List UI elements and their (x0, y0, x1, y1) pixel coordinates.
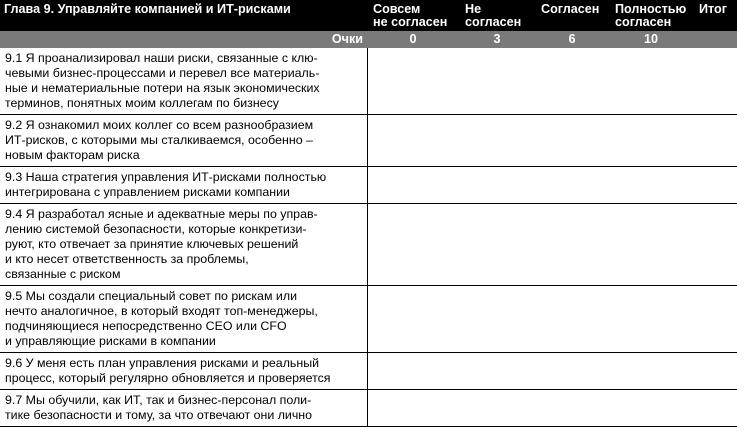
statement-text (0, 353, 367, 390)
answer-cell[interactable] (459, 390, 535, 427)
answer-cell[interactable] (535, 353, 609, 390)
column-header-strongly-agree (609, 0, 693, 31)
statement-line: руют, кто отвечает за принятие ключевых решений (5, 237, 299, 251)
statement-line: и кто несет ответственность за проблемы, (5, 252, 249, 266)
statement-line: терминов, понятных моим коллегам по бизнесу (5, 96, 279, 110)
statement-text (0, 390, 367, 427)
statement-line: 9.7 Мы обучили, как ИТ, так и бизнес-персонал поли- (5, 393, 312, 407)
column-header-line: Не (465, 2, 482, 16)
statement-row (0, 286, 737, 353)
column-header-line: Итог (699, 2, 727, 16)
points-label: Очки (0, 31, 367, 48)
answer-cell[interactable] (609, 48, 693, 115)
answer-cell[interactable] (609, 167, 693, 204)
statement-list (0, 48, 737, 427)
answer-cell[interactable] (367, 48, 459, 115)
answer-cell[interactable] (693, 353, 737, 390)
statement-line: нечто аналогичное, в который входят топ-менеджеры, (5, 304, 318, 318)
statement-row (0, 204, 737, 286)
answer-cell[interactable] (367, 204, 459, 286)
answer-cell[interactable] (693, 167, 737, 204)
answer-cell[interactable] (609, 115, 693, 167)
statement-text (0, 115, 367, 167)
column-header-total (693, 0, 737, 31)
answer-cell[interactable] (535, 204, 609, 286)
answer-cell[interactable] (535, 48, 609, 115)
column-header-line: Согласен (541, 2, 600, 16)
points-value (693, 31, 737, 48)
answer-cell[interactable] (459, 204, 535, 286)
chapter-title: Глава 9. Управляйте компанией и ИТ-рисками (0, 0, 367, 31)
statement-text (0, 286, 367, 353)
answer-cell[interactable] (535, 390, 609, 427)
statement-line: ные и нематериальные потери на язык экономических (5, 81, 320, 95)
answer-cell[interactable] (459, 167, 535, 204)
statement-line: 9.1 Я проанализировал наши риски, связанные с клю- (5, 51, 318, 65)
answer-cell[interactable] (693, 204, 737, 286)
statement-line: процесс, который регулярно обновляется и проверяется (5, 371, 331, 385)
answer-cell[interactable] (459, 48, 535, 115)
answer-cell[interactable] (609, 204, 693, 286)
statement-text (0, 167, 367, 204)
statement-line: связанные с риском (5, 267, 121, 281)
answer-cell[interactable] (609, 286, 693, 353)
statement-line: 9.4 Я разработал ясные и адекватные меры по управ- (5, 207, 318, 221)
answer-cell[interactable] (367, 353, 459, 390)
statement-line: подчиняющиеся непосредственно CEO или CFO (5, 319, 287, 333)
answer-cell[interactable] (693, 286, 737, 353)
header-row (0, 0, 737, 31)
statement-line: новым факторам риска (5, 148, 140, 162)
column-header-line: не согласен (373, 15, 448, 29)
answer-cell[interactable] (693, 115, 737, 167)
statement-line: 9.2 Я ознакомил моих коллег со всем разнообразием (5, 118, 314, 132)
answer-cell[interactable] (535, 286, 609, 353)
column-header-disagree (459, 0, 535, 31)
statement-text (0, 204, 367, 286)
statement-line: 9.5 Мы создали специальный совет по рискам или (5, 289, 297, 303)
statement-line: интегрирована с управлением рисками компании (5, 185, 290, 199)
column-header-line: Совсем (373, 2, 421, 16)
answer-cell[interactable] (609, 353, 693, 390)
column-header-line: Полностью (615, 2, 687, 16)
statement-line: и управляющие рисками в компании (5, 334, 216, 348)
statement-line: тике безопасности и тому, за что отвечают они лично (5, 408, 313, 422)
statement-line: чевыми бизнес-процессами и перевел все материаль- (5, 66, 320, 80)
answer-cell[interactable] (459, 115, 535, 167)
answer-cell[interactable] (367, 286, 459, 353)
statement-line: лению системой безопасности, которые конкретизи- (5, 222, 307, 236)
answer-cell[interactable] (459, 286, 535, 353)
statement-row (0, 390, 737, 427)
column-header-line: согласен (465, 15, 522, 29)
statement-row (0, 48, 737, 115)
points-value: 10 (609, 31, 693, 48)
points-value: 3 (459, 31, 535, 48)
points-value: 0 (367, 31, 459, 48)
statement-text (0, 48, 367, 115)
statement-row (0, 167, 737, 204)
column-header-agree (535, 0, 609, 31)
statement-line: 9.3 Наша стратегия управления ИТ-рисками полностью (5, 170, 327, 184)
answer-cell[interactable] (459, 353, 535, 390)
statement-line: 9.6 У меня есть план управления рисками и реальный (5, 356, 320, 370)
answer-cell[interactable] (535, 167, 609, 204)
statement-row (0, 115, 737, 167)
answer-cell[interactable] (367, 115, 459, 167)
answer-cell[interactable] (693, 48, 737, 115)
answer-cell[interactable] (367, 167, 459, 204)
statement-line: ИТ-рисков, с которыми мы сталкиваемся, особенно – (5, 133, 313, 147)
points-row (0, 31, 737, 48)
answer-cell[interactable] (535, 115, 609, 167)
answer-cell[interactable] (609, 390, 693, 427)
column-header-strongly-disagree (367, 0, 459, 31)
points-value: 6 (535, 31, 609, 48)
statement-row (0, 353, 737, 390)
answer-cell[interactable] (367, 390, 459, 427)
column-header-line: согласен (615, 15, 672, 29)
answer-cell[interactable] (693, 390, 737, 427)
